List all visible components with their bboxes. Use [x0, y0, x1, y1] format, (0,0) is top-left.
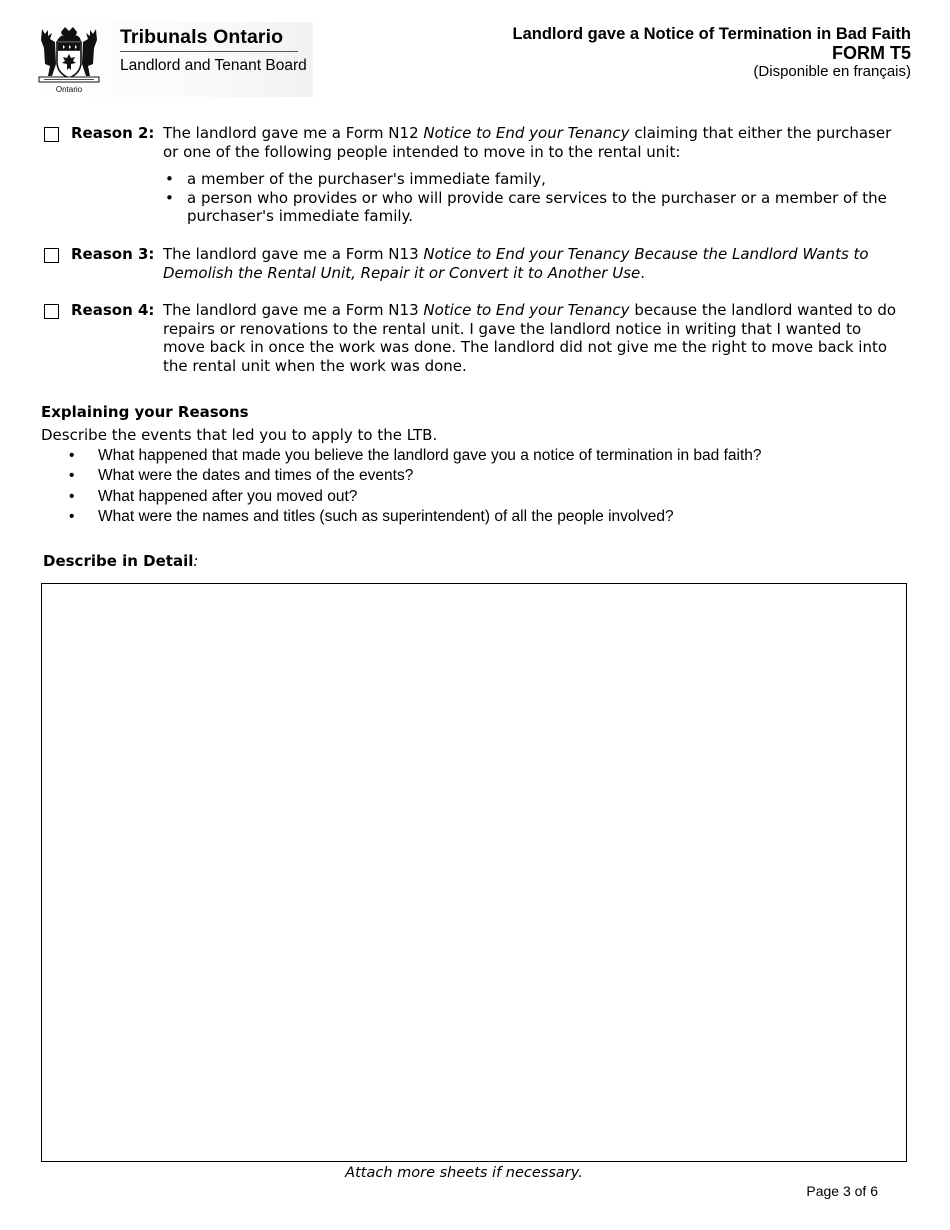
describe-in-detail-label: Describe in Detail:	[43, 552, 199, 570]
bullet-icon: •	[165, 170, 174, 188]
ontario-crest-icon	[36, 26, 102, 94]
list-item: • What happened after you moved out?	[41, 487, 911, 507]
explaining-reasons-intro: Describe the events that led you to apply to the LTB.	[41, 426, 438, 444]
org-divider	[120, 51, 298, 52]
reason-4-label: Reason 4:	[71, 301, 155, 319]
list-item: • What were the names and titles (such as superintendent) of all the people involved?	[41, 507, 911, 527]
form-title: Landlord gave a Notice of Termination in Bad Faith	[512, 25, 911, 43]
french-availability-note: (Disponible en français)	[753, 62, 911, 80]
bullet-icon: •	[69, 487, 75, 505]
reason-4-text: The landlord gave me a Form N13 Notice to End your Tenancy because the landlord wanted to do repairs or renovations to the rental unit. I gave the landlord notice in writing that I wanted to move back in once the work was done. The landlord did not give me the right to move back into the rental unit when the work was done.	[163, 301, 897, 375]
list-item: • a person who provides or who will provide care services to the purchaser or a member of the purchaser's immediate family.	[165, 188, 887, 225]
reason-4	[44, 301, 906, 375]
org-subtitle: Landlord and Tenant Board	[120, 57, 307, 74]
form-heading	[513, 25, 911, 80]
reason-2	[44, 124, 906, 226]
tribunals-ontario-logo	[28, 22, 313, 97]
reason-3-checkbox[interactable]	[44, 248, 59, 263]
reason-2-label: Reason 2:	[71, 124, 155, 142]
explaining-reasons-section	[41, 403, 911, 527]
list-item: • What were the dates and times of the events?	[41, 466, 911, 486]
bullet-icon: •	[69, 467, 75, 485]
bullet-icon: •	[165, 188, 174, 207]
reason-2-text: The landlord gave me a Form N12 Notice to End your Tenancy claiming that either the purchaser or one of the following people intended to move in to the rental unit:	[163, 124, 892, 161]
describe-in-detail-field[interactable]	[41, 583, 907, 1162]
form-number: FORM T5	[832, 43, 911, 64]
reason-3-text: The landlord gave me a Form N13 Notice to End your Tenancy Because the Landlord Wants to Demolish the Rental Unit, Repair it or Convert it to Another Use.	[163, 245, 869, 282]
attach-sheets-note: Attach more sheets if necessary.	[345, 1165, 583, 1181]
org-name: Tribunals Ontario	[120, 26, 284, 48]
reason-2-checkbox[interactable]	[44, 127, 59, 142]
reason-3-label: Reason 3:	[71, 245, 155, 263]
reason-2-bullet-list	[163, 170, 906, 226]
explaining-reasons-heading: Explaining your Reasons	[41, 403, 249, 421]
reason-3	[44, 245, 906, 282]
reason-4-checkbox[interactable]	[44, 304, 59, 319]
bullet-icon: •	[69, 507, 75, 525]
guiding-questions-list	[41, 446, 911, 527]
list-item: • What happened that made you believe the landlord gave you a notice of termination in bad faith?	[41, 446, 911, 466]
crest-caption: Ontario	[55, 85, 83, 94]
bullet-icon: •	[69, 447, 75, 464]
list-item: • a member of the purchaser's immediate family,	[165, 170, 546, 188]
page-number: Page 3 of 6	[806, 1183, 878, 1199]
